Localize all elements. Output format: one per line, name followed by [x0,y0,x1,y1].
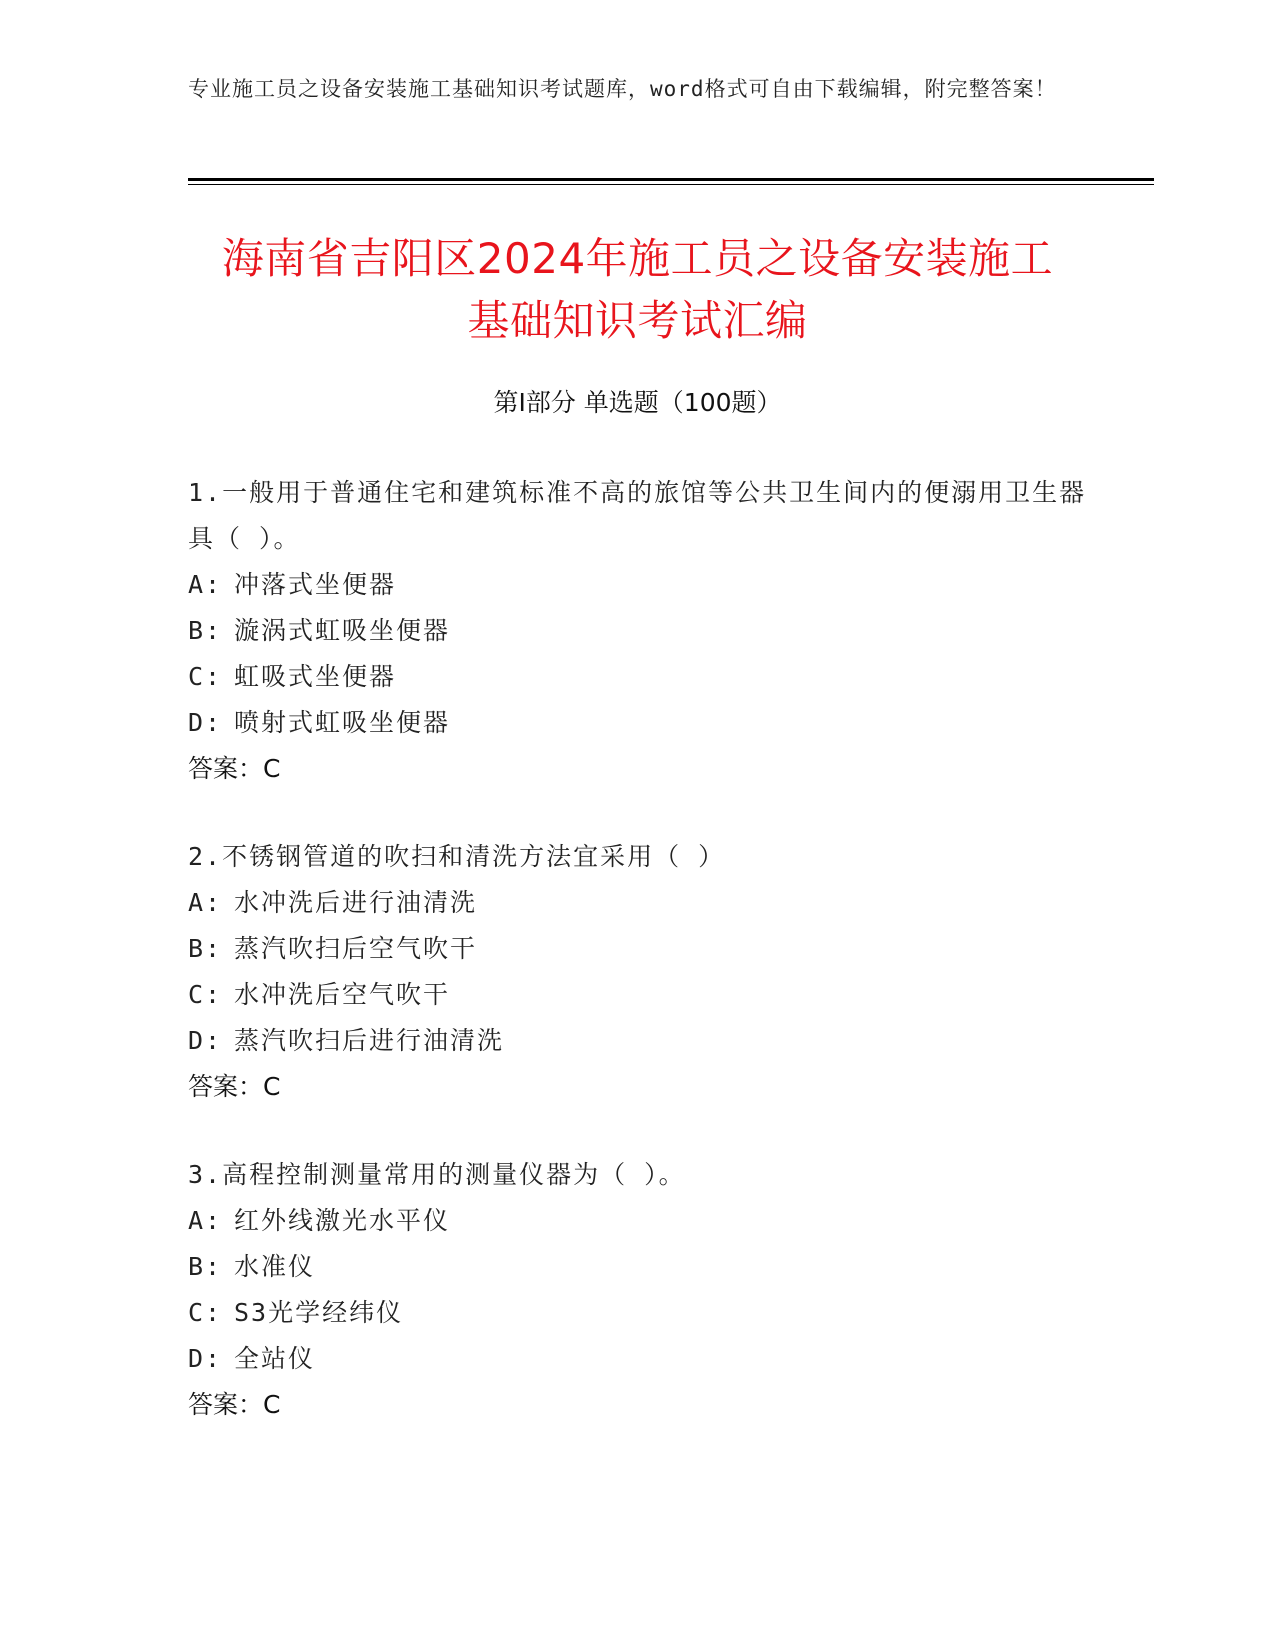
option-letter: B: [188,616,223,645]
option-c [188,654,1088,700]
option-letter: A: [188,570,223,599]
option-a [188,1198,1088,1244]
title-line-2: 基础知识考试汇编 [467,296,808,345]
question-stem: 3.高程控制测量常用的测量仪器为（ ）。 [188,1160,686,1189]
option-text: 全站仪 [234,1344,316,1373]
question-2 [188,834,1088,1110]
option-a [188,880,1088,926]
option-letter: A: [188,1206,223,1235]
answer-line: 答案：C [188,1072,281,1101]
option-text: 冲落式坐便器 [234,570,397,599]
option-letter: B: [188,934,223,963]
option-text: 虹吸式坐便器 [234,662,397,691]
option-text: 水准仪 [234,1252,316,1281]
option-b [188,608,1088,654]
question-stem: 2.不锈钢管道的吹扫和清洗方法宜采用（ ） [188,842,726,871]
option-text: 蒸汽吹扫后空气吹干 [234,934,478,963]
answer-line: 答案：C [188,1390,281,1419]
option-text: 水冲洗后空气吹干 [234,980,451,1009]
option-b [188,1244,1088,1290]
option-letter: C: [188,980,223,1009]
option-letter: D: [188,1344,223,1373]
answer-line: 答案：C [188,754,281,783]
question-stem: 1.一般用于普通住宅和建筑标准不高的旅馆等公共卫生间内的便溺用卫生器具（ ）。 [188,478,1087,553]
option-letter: C: [188,1298,223,1327]
option-text: 漩涡式虹吸坐便器 [234,616,451,645]
option-letter: D: [188,708,223,737]
header-divider-thick [188,178,1154,181]
option-letter: C: [188,662,223,691]
question-list [188,470,1088,1470]
header-divider-thin [188,184,1154,185]
option-letter: B: [188,1252,223,1281]
option-a [188,562,1088,608]
option-c [188,1290,1088,1336]
section-title: 第Ⅰ部分 单选题（100题） [493,388,782,417]
option-text: 喷射式虹吸坐便器 [234,708,451,737]
document-title [150,228,1125,352]
option-letter: A: [188,888,223,917]
option-c [188,972,1088,1018]
option-text: 红外线激光水平仪 [234,1206,451,1235]
option-d [188,700,1088,746]
option-text: 蒸汽吹扫后进行油清洗 [234,1026,505,1055]
option-b [188,926,1088,972]
option-letter: D: [188,1026,223,1055]
option-text: S3光学经纬仪 [234,1298,404,1327]
option-d [188,1018,1088,1064]
option-text: 水冲洗后进行油清洗 [234,888,478,917]
question-1 [188,470,1088,792]
option-d [188,1336,1088,1382]
title-line-1: 海南省吉阳区2024年施工员之设备安装施工 [221,234,1054,283]
question-3 [188,1152,1088,1428]
header-note: 专业施工员之设备安装施工基础知识考试题库，word格式可自由下载编辑，附完整答案！ [188,77,1057,101]
